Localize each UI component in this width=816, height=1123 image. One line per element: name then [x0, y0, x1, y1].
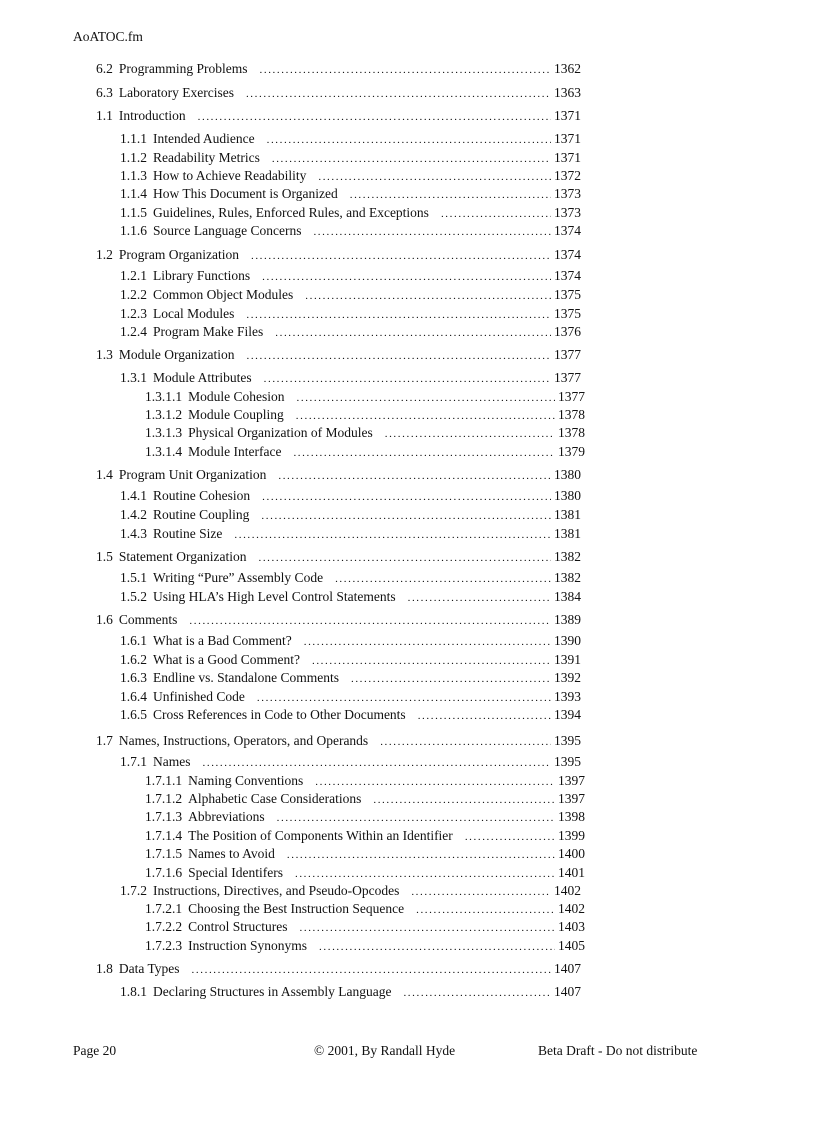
toc-entry-title: Programming Problems — [118, 61, 248, 76]
toc-entry — [145, 845, 585, 863]
toc-entry-number: 1.3.1 — [120, 370, 147, 385]
toc-entry-title: What is a Good Comment? — [153, 652, 300, 667]
toc-entry-number: 1.6.2 — [120, 652, 147, 667]
toc-entry-number: 1.7.2.3 — [145, 938, 183, 953]
toc-entry — [120, 130, 581, 148]
toc-entry-title: Local Modules — [153, 306, 235, 321]
dot-leader — [261, 507, 551, 525]
toc-entry-number: 1.7.2.1 — [145, 901, 183, 916]
toc-entry-number: 1.1.3 — [120, 168, 147, 183]
toc-entry-title: Special Identifers — [188, 865, 283, 880]
toc-entry — [120, 632, 581, 650]
toc-entry-page: 1407 — [554, 984, 581, 999]
toc-entry-title: Routine Size — [153, 526, 223, 541]
toc-entry-number: 1.1.6 — [120, 223, 147, 238]
toc-entry — [145, 772, 585, 790]
toc-entry-number: 1.7.1.3 — [145, 809, 183, 824]
toc-entry-title: Module Coupling — [188, 407, 284, 422]
toc-entry — [120, 267, 581, 285]
toc-entry-number: 1.6.3 — [120, 670, 147, 685]
toc-entry — [96, 548, 581, 566]
toc-entry-page: 1390 — [554, 633, 581, 648]
toc-entry-title: Comments — [118, 612, 178, 627]
toc-entry-title: Instructions, Directives, and Pseudo-Opcodes — [153, 883, 400, 898]
toc-entry — [120, 688, 581, 706]
toc-entry-number: 1.2.3 — [120, 306, 147, 321]
toc-entry-number: 1.1.5 — [120, 205, 147, 220]
toc-entry-number: 1.4 — [96, 467, 113, 482]
toc-entry-number: 1.2.1 — [120, 268, 147, 283]
footer-copyright: © 2001, By Randall Hyde — [314, 1043, 456, 1058]
toc-entry-title: Source Language Concerns — [153, 223, 302, 238]
dot-leader — [251, 247, 551, 265]
toc-entry — [145, 808, 585, 826]
toc-entry-page: 1407 — [554, 961, 581, 976]
toc-entry — [120, 222, 581, 240]
toc-entry-title: Names — [153, 754, 191, 769]
dot-leader — [258, 549, 551, 567]
dot-leader — [272, 150, 551, 168]
toc-entry-page: 1373 — [554, 186, 581, 201]
toc-entry-title: Alphabetic Case Considerations — [188, 791, 362, 806]
toc-entry-page: 1377 — [558, 389, 585, 404]
toc-entry-number: 1.3.1.3 — [145, 425, 183, 440]
toc-entry-number: 1.4.3 — [120, 526, 147, 541]
dot-leader — [246, 306, 551, 324]
dot-leader — [411, 883, 551, 901]
toc-entry-page: 1380 — [554, 467, 581, 482]
toc-entry-number: 1.5.2 — [120, 589, 147, 604]
toc-entry-page: 1381 — [554, 507, 581, 522]
dot-leader — [277, 809, 555, 827]
dot-leader — [465, 828, 555, 846]
dot-leader — [192, 961, 551, 979]
toc-entry-page: 1394 — [554, 707, 581, 722]
toc-entry-page: 1391 — [554, 652, 581, 667]
dot-leader — [297, 389, 556, 407]
toc-entry — [96, 60, 581, 78]
toc-entry-number: 1.5.1 — [120, 570, 147, 585]
toc-entry-page: 1362 — [554, 61, 581, 76]
toc-entry-title: Module Cohesion — [188, 389, 285, 404]
toc-entry-title: Module Organization — [118, 347, 235, 362]
toc-entry-number: 1.4.2 — [120, 507, 147, 522]
dot-leader — [257, 689, 551, 707]
dot-leader — [262, 268, 551, 286]
toc-entry-page: 1376 — [554, 324, 581, 339]
dot-leader — [313, 223, 551, 241]
toc-entry-page: 1374 — [554, 247, 581, 262]
toc-entry — [120, 882, 581, 900]
dot-leader — [312, 652, 551, 670]
toc-entry-number: 1.7.2.2 — [145, 919, 183, 934]
toc-entry-title: Choosing the Best Instruction Sequence — [188, 901, 405, 916]
toc-entry-title: Data Types — [118, 961, 180, 976]
dot-leader — [351, 670, 551, 688]
dot-leader — [295, 865, 555, 883]
toc-entry-page: 1382 — [554, 549, 581, 564]
toc-entry-page: 1395 — [554, 733, 581, 748]
toc-entry — [145, 790, 585, 808]
toc-entry-number: 6.2 — [96, 61, 113, 76]
toc-entry — [145, 424, 585, 442]
toc-entry-number: 1.8 — [96, 961, 113, 976]
toc-entry-page: 1398 — [558, 809, 585, 824]
toc-entry-title: Program Unit Organization — [118, 467, 267, 482]
toc-entry-page: 1400 — [558, 846, 585, 861]
dot-leader — [305, 287, 551, 305]
dot-leader — [234, 526, 551, 544]
toc-entry-title: How This Document is Organized — [153, 186, 338, 201]
toc-entry — [120, 185, 581, 203]
toc-entry-number: 1.2.4 — [120, 324, 147, 339]
toc-entry — [96, 960, 581, 978]
toc-entry-title: The Position of Components Within an Identifier — [188, 828, 453, 843]
dot-leader — [319, 938, 555, 956]
toc-entry-number: 1.6.1 — [120, 633, 147, 648]
toc-entry — [145, 406, 585, 424]
toc-entry-title: What is a Bad Comment? — [153, 633, 292, 648]
toc-entry-title: Abbreviations — [188, 809, 265, 824]
toc-entry — [120, 669, 581, 687]
dot-leader — [318, 168, 551, 186]
toc-entry — [145, 918, 585, 936]
toc-entry-page: 1377 — [554, 370, 581, 385]
toc-entry-page: 1375 — [554, 306, 581, 321]
toc-entry-page: 1371 — [554, 108, 581, 123]
toc-entry-number: 1.1.1 — [120, 131, 147, 146]
toc-entry-title: How to Achieve Readability — [153, 168, 307, 183]
toc-entry-number: 1.8.1 — [120, 984, 147, 999]
toc-entry-title: Common Object Modules — [153, 287, 294, 302]
toc-entry — [145, 388, 585, 406]
toc-entry-title: Names, Instructions, Operators, and Operands — [118, 733, 369, 748]
toc-entry-title: Instruction Synonyms — [188, 938, 308, 953]
toc-entry-title: Declaring Structures in Assembly Language — [153, 984, 392, 999]
dot-leader — [287, 846, 555, 864]
toc-entry-page: 1393 — [554, 689, 581, 704]
dot-leader — [293, 444, 555, 462]
toc-entry-title: Writing “Pure” Assembly Code — [153, 570, 324, 585]
toc-entry-page: 1397 — [558, 773, 585, 788]
toc-entry-title: Program Organization — [118, 247, 239, 262]
toc-entry-number: 1.6.5 — [120, 707, 147, 722]
toc-entry-title: Laboratory Exercises — [118, 85, 234, 100]
toc-entry-number: 1.2.2 — [120, 287, 147, 302]
toc-entry — [120, 651, 581, 669]
toc-entry-number: 1.3.1.2 — [145, 407, 183, 422]
toc-entry-title: Routine Cohesion — [153, 488, 251, 503]
dot-leader — [385, 425, 555, 443]
toc-entry-page: 1377 — [554, 347, 581, 362]
toc-entry-title: Using HLA’s High Level Control Statements — [153, 589, 396, 604]
toc-entry — [145, 937, 585, 955]
toc-entry-number: 1.7.1 — [120, 754, 147, 769]
toc-entry — [96, 611, 581, 629]
toc-entry-title: Unfinished Code — [153, 689, 245, 704]
toc-entry-number: 1.4.1 — [120, 488, 147, 503]
toc-entry — [145, 900, 585, 918]
dot-leader — [315, 773, 555, 791]
toc-entry — [120, 149, 581, 167]
toc-entry-title: Naming Conventions — [188, 773, 304, 788]
toc-entry — [120, 753, 581, 771]
dot-leader — [416, 901, 555, 919]
toc-entry-page: 1374 — [554, 223, 581, 238]
toc-entry-number: 1.7.1.6 — [145, 865, 183, 880]
toc-entry-number: 1.7.1.1 — [145, 773, 183, 788]
toc-entry — [120, 569, 581, 587]
toc-entry-number: 1.6.4 — [120, 689, 147, 704]
toc-entry-page: 1378 — [558, 407, 585, 422]
toc-entry — [120, 983, 581, 1001]
toc-entry — [120, 167, 581, 185]
dot-leader — [246, 85, 551, 103]
footer-draft-notice: Beta Draft - Do not distribute — [538, 1043, 698, 1058]
toc-entry-title: Cross References in Code to Other Documents — [153, 707, 406, 722]
toc-entry — [120, 369, 581, 387]
toc-entry-page: 1389 — [554, 612, 581, 627]
toc-entry — [96, 107, 581, 125]
toc-entry-title: Endline vs. Standalone Comments — [153, 670, 339, 685]
toc-entry-number: 1.7.1.4 — [145, 828, 183, 843]
dot-leader — [246, 347, 551, 365]
toc-entry-number: 1.2 — [96, 247, 113, 262]
toc-entry-page: 1363 — [554, 85, 581, 100]
dot-leader — [300, 919, 556, 937]
toc-entry-title: Library Functions — [153, 268, 251, 283]
toc-entry-page: 1379 — [558, 444, 585, 459]
toc-entry-page: 1378 — [558, 425, 585, 440]
toc-entry-number: 1.7.2 — [120, 883, 147, 898]
toc-entry-page: 1405 — [558, 938, 585, 953]
toc-entry-number: 1.1.2 — [120, 150, 147, 165]
toc-entry — [96, 346, 581, 364]
toc-entry-title: Names to Avoid — [188, 846, 275, 861]
toc-entry — [120, 706, 581, 724]
dot-leader — [408, 589, 551, 607]
dot-leader — [198, 108, 551, 126]
toc-entry-title: Readability Metrics — [153, 150, 260, 165]
dot-leader — [267, 131, 551, 149]
toc-entry-page: 1395 — [554, 754, 581, 769]
toc-entry-title: Program Make Files — [153, 324, 264, 339]
dot-leader — [380, 733, 551, 751]
toc-entry-number: 1.7 — [96, 733, 113, 748]
dot-leader — [304, 633, 551, 651]
dot-leader — [203, 754, 552, 772]
toc-entry — [96, 246, 581, 264]
toc-entry-title: Statement Organization — [118, 549, 247, 564]
toc-entry-page: 1380 — [554, 488, 581, 503]
toc-entry-page: 1374 — [554, 268, 581, 283]
running-header: AoATOC.fm — [73, 29, 143, 44]
dot-leader — [418, 707, 551, 725]
toc-entry-page: 1375 — [554, 287, 581, 302]
dot-leader — [262, 488, 551, 506]
toc-entry-title: Module Attributes — [153, 370, 252, 385]
toc-entry — [120, 506, 581, 524]
toc-entry — [96, 732, 581, 750]
dot-leader — [296, 407, 555, 425]
dot-leader — [264, 370, 551, 388]
toc-entry-number: 1.7.1.5 — [145, 846, 183, 861]
toc-entry — [120, 525, 581, 543]
toc-entry — [120, 487, 581, 505]
toc-entry — [120, 286, 581, 304]
toc-entry-page: 1384 — [554, 589, 581, 604]
toc-entry-number: 1.1.4 — [120, 186, 147, 201]
toc-entry — [120, 305, 581, 323]
toc-entry-number: 1.7.1.2 — [145, 791, 183, 806]
toc-entry-title: Intended Audience — [153, 131, 255, 146]
toc-entry — [120, 323, 581, 341]
toc-entry-page: 1401 — [558, 865, 585, 880]
toc-entry-number: 1.3.1.4 — [145, 444, 183, 459]
toc-entry-number: 1.3 — [96, 347, 113, 362]
dot-leader — [278, 467, 551, 485]
toc-entry-page: 1399 — [558, 828, 585, 843]
toc-entry — [96, 466, 581, 484]
toc-entry-title: Control Structures — [188, 919, 288, 934]
toc-entry-page: 1373 — [554, 205, 581, 220]
toc-entry-number: 1.3.1.1 — [145, 389, 183, 404]
toc-entry-page: 1382 — [554, 570, 581, 585]
dot-leader — [350, 186, 551, 204]
toc-entry — [145, 827, 585, 845]
toc-entry-number: 1.1 — [96, 108, 113, 123]
toc-entry-page: 1381 — [554, 526, 581, 541]
toc-entry-number: 6.3 — [96, 85, 113, 100]
toc-entry — [120, 204, 581, 222]
toc-entry-title: Routine Coupling — [153, 507, 250, 522]
toc-entry — [145, 443, 585, 461]
toc-entry-page: 1402 — [554, 883, 581, 898]
toc-entry-page: 1397 — [558, 791, 585, 806]
toc-entry-title: Module Interface — [188, 444, 282, 459]
toc-entry — [96, 84, 581, 102]
toc-entry-page: 1403 — [558, 919, 585, 934]
toc-entry-page: 1371 — [554, 131, 581, 146]
dot-leader — [441, 205, 551, 223]
toc-entry-page: 1371 — [554, 150, 581, 165]
toc-entry-page: 1392 — [554, 670, 581, 685]
toc-entry-title: Introduction — [118, 108, 186, 123]
toc-entry — [120, 588, 581, 606]
footer-page-number: Page 20 — [73, 1043, 117, 1058]
toc-entry-title: Guidelines, Rules, Enforced Rules, and Exceptions — [153, 205, 429, 220]
dot-leader — [260, 61, 552, 79]
toc-entry-number: 1.5 — [96, 549, 113, 564]
toc-entry-page: 1372 — [554, 168, 581, 183]
dot-leader — [275, 324, 551, 342]
dot-leader — [189, 612, 551, 630]
toc-entry-page: 1402 — [558, 901, 585, 916]
dot-leader — [335, 570, 551, 588]
toc-entry — [145, 864, 585, 882]
toc-entry-number: 1.6 — [96, 612, 113, 627]
dot-leader — [403, 984, 551, 1002]
toc-entry-title: Physical Organization of Modules — [188, 425, 373, 440]
dot-leader — [373, 791, 555, 809]
